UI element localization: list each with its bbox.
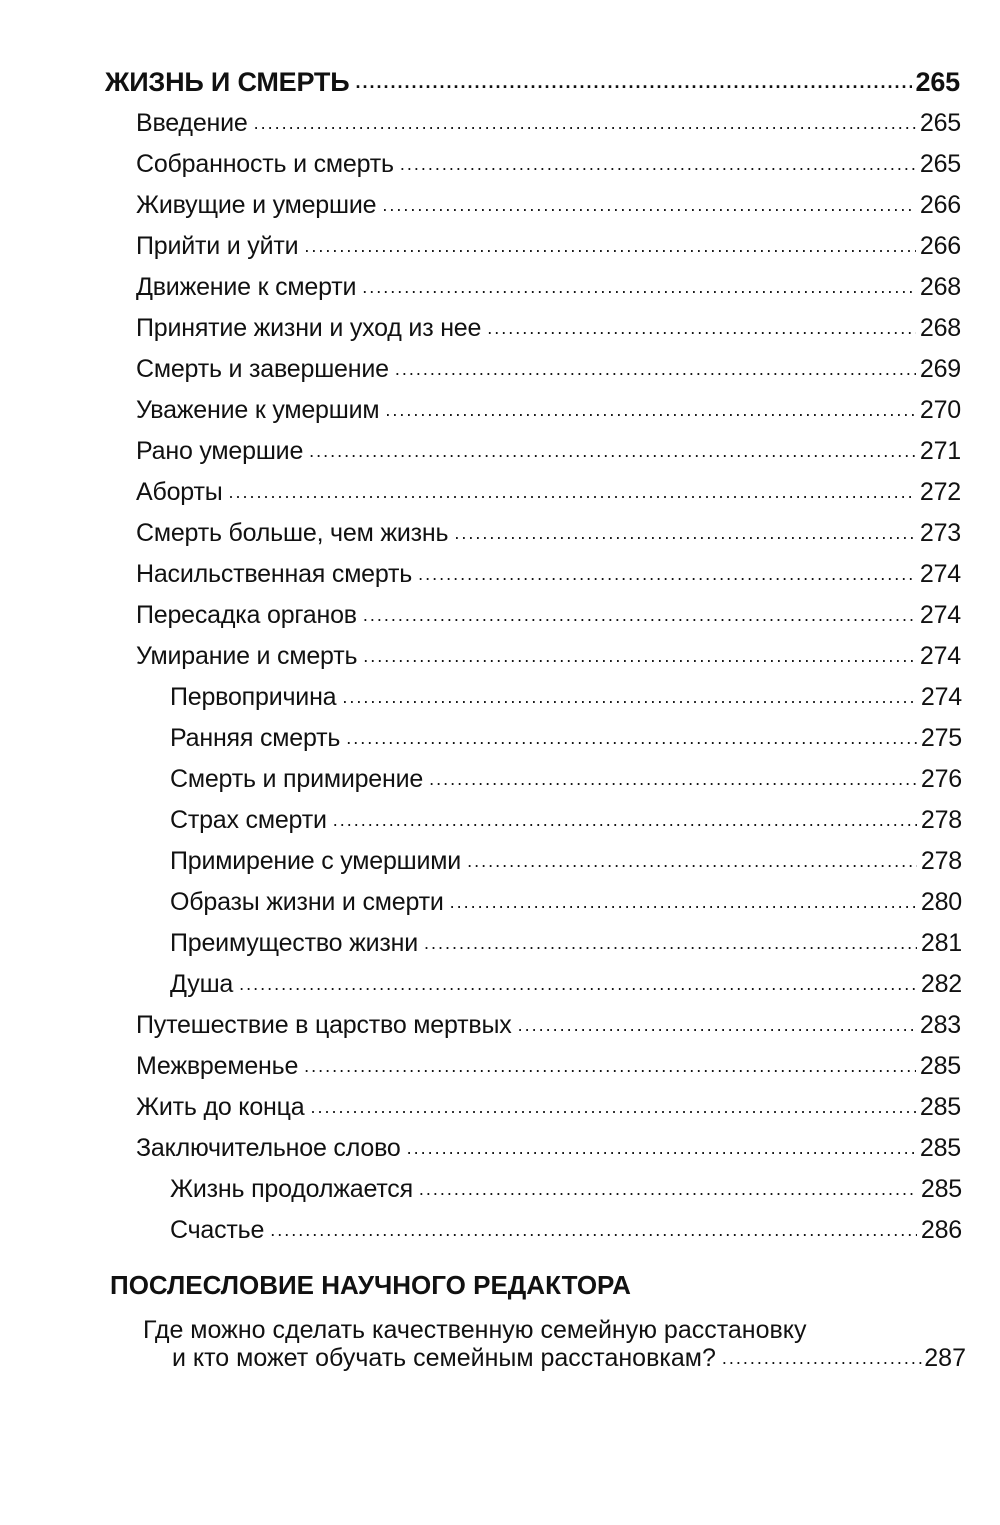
dot-leader — [363, 636, 916, 677]
toc-entry — [0, 472, 961, 513]
toc-entry — [0, 431, 961, 472]
toc-entry-page: 278 — [920, 806, 962, 834]
toc-entry — [0, 1210, 962, 1251]
toc-entry-page: 268 — [919, 314, 961, 342]
toc-entry — [0, 800, 962, 841]
toc-entry-page: 273 — [919, 519, 961, 547]
toc-entry-title: Первопричина — [170, 683, 342, 712]
toc-entry-page: 274 — [919, 560, 961, 588]
toc-entry-page: 285 — [920, 1175, 962, 1203]
dot-leader — [518, 1005, 916, 1046]
toc-entry-title: Рано умершие — [136, 437, 309, 466]
dot-leader — [309, 431, 916, 472]
toc-entry-title: Примирение с умершими — [170, 847, 467, 876]
dot-leader — [304, 226, 916, 267]
toc-entry — [0, 103, 961, 144]
toc-entry-page: 287 — [924, 1344, 966, 1372]
dot-leader — [363, 595, 916, 636]
toc-entry-title: Преимущество жизни — [170, 929, 424, 958]
dot-leader — [487, 308, 916, 349]
toc-entry — [0, 841, 962, 882]
toc-entry-page: 283 — [919, 1011, 961, 1039]
toc-entry — [0, 1128, 961, 1169]
dot-leader — [424, 923, 917, 964]
toc-entry — [0, 144, 961, 185]
dot-leader — [346, 718, 917, 759]
toc-entry-title: Принятие жизни и уход из нее — [136, 314, 487, 343]
dot-leader — [429, 759, 917, 800]
toc-entry-title: Смерть и примирение — [170, 765, 429, 794]
toc-entry-title: Образы жизни и смерти — [170, 888, 450, 917]
toc-entry — [0, 308, 961, 349]
toc-entry-page: 270 — [919, 396, 961, 424]
dot-leader — [395, 349, 916, 390]
toc-entry-page: 278 — [920, 847, 962, 875]
toc-entry-page: 280 — [920, 888, 962, 916]
dot-leader — [450, 882, 917, 923]
toc-entry — [0, 1169, 962, 1210]
dot-leader — [418, 554, 916, 595]
toc-entry-title: Прийти и уйти — [136, 232, 304, 261]
toc-entry-title: Насильственная смерть — [136, 560, 418, 589]
toc-entry — [0, 636, 961, 677]
dot-leader — [716, 1348, 924, 1369]
toc-entry — [0, 1046, 961, 1087]
toc-entry-page: 276 — [920, 765, 962, 793]
toc-entry — [0, 882, 962, 923]
dot-leader — [304, 1046, 916, 1087]
toc-entry-title: Жизнь продолжается — [170, 1175, 419, 1204]
toc-entry — [0, 1005, 961, 1046]
toc-entry-page: 266 — [919, 191, 961, 219]
dot-leader — [362, 267, 916, 308]
dot-leader — [310, 1087, 915, 1128]
toc-entry-title: Душа — [170, 970, 239, 999]
toc-entry-page: 282 — [920, 970, 962, 998]
toc-entry-page: 265 — [915, 67, 960, 97]
toc-entry-page: 285 — [919, 1093, 961, 1121]
toc-entry — [0, 513, 961, 554]
dot-leader — [333, 800, 917, 841]
dot-leader — [228, 472, 915, 513]
toc-chapter-heading — [0, 62, 960, 103]
toc-entry-title: Введение — [136, 109, 254, 138]
toc-entry-page: 271 — [919, 437, 961, 465]
toc-entry-title: ЖИЗНЬ И СМЕРТЬ — [105, 67, 355, 98]
toc-entry-title-line2: и кто может обучать семейным расстановкам? — [172, 1344, 716, 1372]
toc-entry — [0, 390, 961, 431]
toc-entry-page: 274 — [919, 642, 961, 670]
toc-entry-title: Аборты — [136, 478, 228, 507]
toc-entry-title: Движение к смерти — [136, 273, 362, 302]
dot-leader — [342, 677, 916, 718]
dot-leader — [270, 1210, 917, 1251]
toc-entry-title: Счастье — [170, 1216, 270, 1245]
toc-entry — [0, 923, 962, 964]
toc-entry — [172, 1344, 966, 1373]
toc-entry-page: 265 — [919, 150, 961, 178]
toc-entry-title: Жить до конца — [136, 1093, 310, 1122]
dot-leader — [239, 964, 917, 1005]
toc-entry-title: Смерть больше, чем жизнь — [136, 519, 454, 548]
toc-entry — [0, 718, 962, 759]
toc-entry-title: Страх смерти — [170, 806, 333, 835]
dot-leader — [385, 390, 916, 431]
toc-entry-title: Пересадка органов — [136, 601, 363, 630]
toc-entry-title: Ранняя смерть — [170, 724, 346, 753]
toc-entry-title: Межвременье — [136, 1052, 304, 1081]
toc-entry-page: 272 — [919, 478, 961, 506]
toc-entry-page: 274 — [919, 601, 961, 629]
toc-entry-title-line1: Где можно сделать качественную семейную расстановку — [143, 1316, 807, 1344]
toc-entry — [0, 677, 962, 718]
dot-leader — [454, 513, 916, 554]
toc-entry — [0, 759, 962, 800]
toc-entry-title: Умирание и смерть — [136, 642, 363, 671]
toc-entry-title: Живущие и умершие — [136, 191, 382, 220]
dot-leader — [419, 1169, 917, 1210]
dot-leader — [467, 841, 917, 882]
toc-entry-page: 285 — [919, 1052, 961, 1080]
toc-entry-title: Путешествие в царство мертвых — [136, 1011, 518, 1040]
toc-entry — [0, 595, 961, 636]
toc-entry-title: Уважение к умершим — [136, 396, 385, 425]
toc-entry-title: Смерть и завершение — [136, 355, 395, 384]
dot-leader — [400, 144, 916, 185]
table-of-contents — [0, 62, 1000, 1251]
toc-entry — [0, 554, 961, 595]
toc-entry-page: 265 — [919, 109, 961, 137]
toc-entry-title: Собранность и смерть — [136, 150, 400, 179]
dot-leader — [355, 62, 911, 103]
toc-entry-page: 275 — [920, 724, 962, 752]
toc-entry — [0, 1087, 961, 1128]
toc-entry — [0, 349, 961, 390]
dot-leader — [407, 1128, 916, 1169]
toc-entry-page: 286 — [920, 1216, 962, 1244]
afterword-heading: ПОСЛЕСЛОВИЕ НАУЧНОГО РЕДАКТОРА — [110, 1270, 631, 1300]
toc-entry-page: 268 — [919, 273, 961, 301]
toc-entry-title: Заключительное слово — [136, 1134, 407, 1163]
dot-leader — [254, 103, 916, 144]
toc-entry — [0, 185, 961, 226]
toc-entry — [0, 267, 961, 308]
toc-entry-page: 285 — [919, 1134, 961, 1162]
toc-entry-page: 281 — [920, 929, 962, 957]
dot-leader — [382, 185, 916, 226]
toc-entry-page: 269 — [919, 355, 961, 383]
toc-entry — [0, 964, 962, 1005]
toc-entry-page: 266 — [919, 232, 961, 260]
toc-entry — [0, 226, 961, 267]
toc-entry-page: 274 — [920, 683, 962, 711]
